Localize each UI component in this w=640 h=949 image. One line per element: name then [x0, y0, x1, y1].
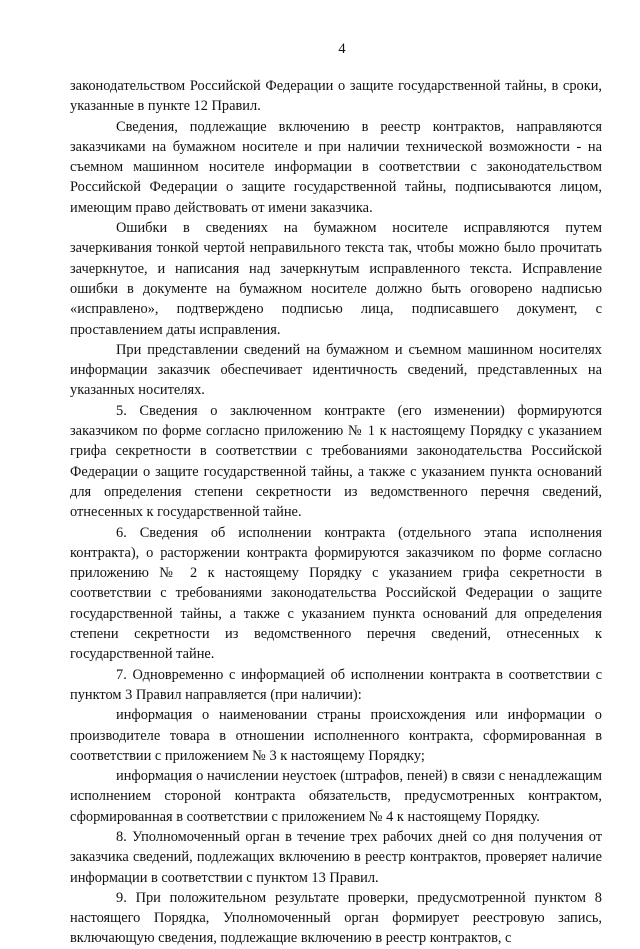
paragraph-continuation: законодательством Российской Федерации о защите государственной тайны, в сроки, указанные в пункте 12 Правил.: [70, 78, 602, 115]
paragraph-item-5: 5. Сведения о заключенном контракте (его изменении) формируются заказчиком по форме согласно приложению № 1 к настоящему Порядку с указанием грифа секретности в соответствии с требованиями законодательства Российской Федерации о защите государственной тайны, а также с указанием пункта оснований для определения степени секретности из ведомственного перечня сведений, отнесенных к государственной тайне.: [70, 402, 602, 521]
page-number: 4: [338, 41, 346, 57]
paragraph-item-8: 8. Уполномоченный орган в течение трех рабочих дней со дня получения от заказчика сведений, подлежащих включению в реестр контрактов, проверяет наличие информации в соответствии с пунктом 13 Правил.: [70, 828, 602, 886]
paragraph-error-correction: Ошибки в сведениях на бумажном носителе исправляются путем зачеркивания тонкой чертой неправильного текста так, чтобы можно было прочитать зачеркнутое, и написания над зачеркнутым исправленного текста. Исправление ошибки в документе на бумажном носителе должно быть оговорено надписью «исправлено», подтверждено подписью лица, подписавшего документ, с проставлением даты исправления.: [70, 220, 602, 338]
paragraph-identity-of-data: При представлении сведений на бумажном и съемном машинном носителях информации заказчик обеспечивает идентичность сведений, представленных на указанных носителях.: [70, 341, 602, 399]
paragraph-item-6: 6. Сведения об исполнении контракта (отдельного этапа исполнения контракта), о расторжении контракта формируются заказчиком по форме согласно приложению № 2 к настоящему Порядку с указанием грифа секретности в соответствии с требованиями законодательства Российской Федерации о защите государственной тайны, а также с указанием пункта оснований для определения степени секретности из ведомственного перечня сведений, отнесенных к государственной тайне.: [70, 524, 602, 663]
paragraph-item-7-penalties-info: информация о начислении неустоек (штрафов, пеней) в связи с ненадлежащим исполнением стороной контракта обязательств, предусмотренных контрактом, сформированная в соответствии с приложением № 4 к настоящему Порядку.: [70, 768, 602, 825]
paragraph-item-7-country-info: информация о наименовании страны происхождения или информации о производителе товара в отношении исполненного контракта, сформированная в соответствии с приложением № 3 к настоящему Порядку;: [70, 707, 602, 764]
paragraph-submission-media: Сведения, подлежащие включению в реестр контрактов, направляются заказчиками на бумажном носителе и при наличии технической возможности - на съемном машинном носителе информации в соответствии с законодательством Российской Федерации о защите государственной тайны, подписываются лицом, имеющим право действовать от имени заказчика.: [70, 118, 602, 216]
paragraph-item-9: 9. При положительном результате проверки, предусмотренной пунктом 8 настоящего Порядка, Уполномоченный орган формирует реестровую запись, включающую сведения, подлежащие включению в реестр контрактов, с: [70, 889, 602, 947]
paragraph-item-7: 7. Одновременно с информацией об исполнении контракта в соответствии с пунктом 3 Правил направляется (при наличии):: [70, 666, 602, 703]
document-body: [70, 76, 602, 949]
